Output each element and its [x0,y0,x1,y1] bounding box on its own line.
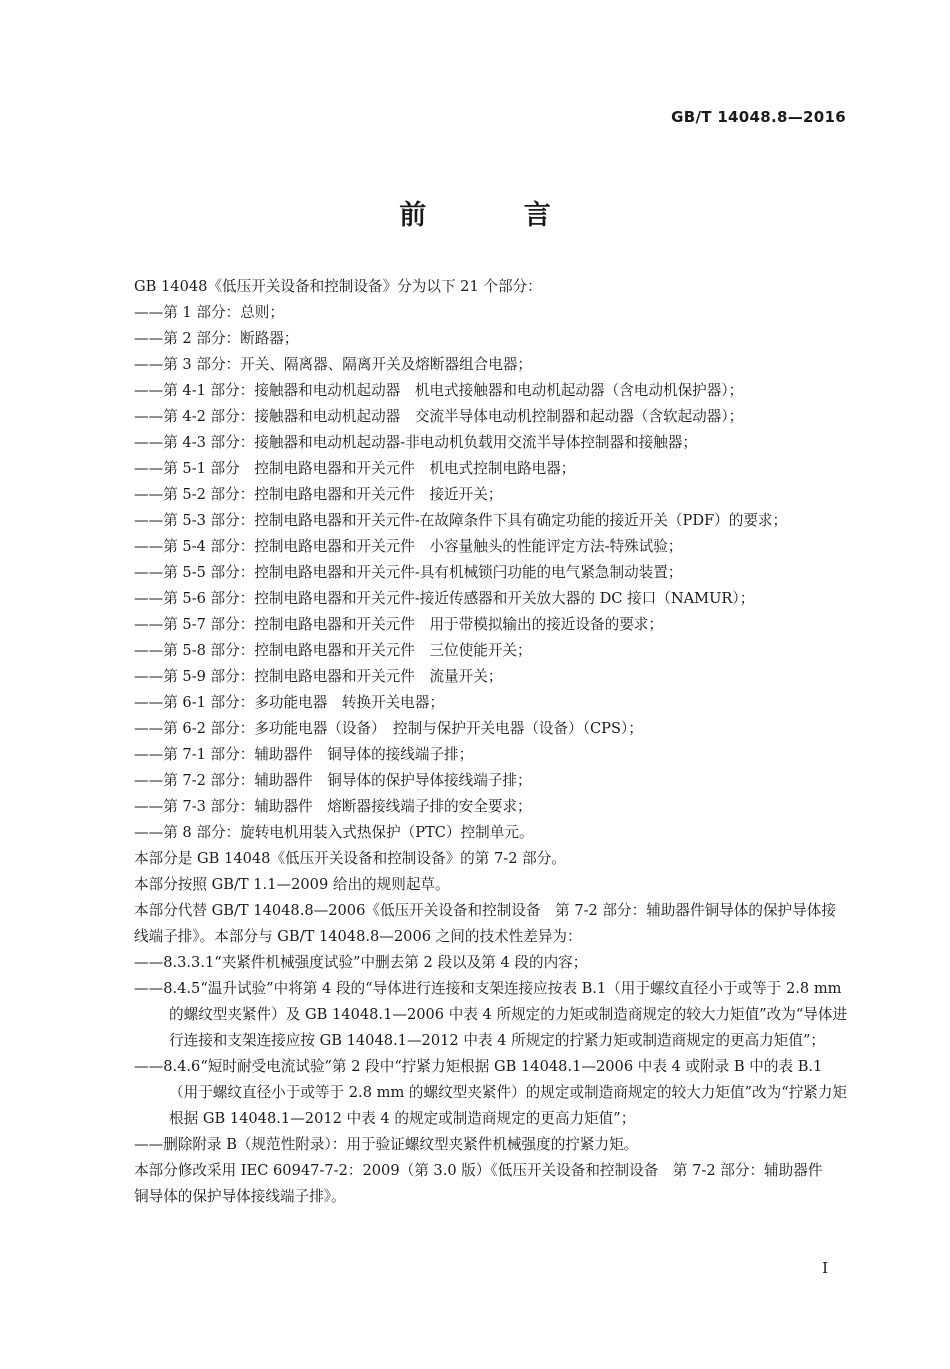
change-list-item: ——8.4.6“短时耐受电流试验”第 2 段中“拧紧力矩根据 GB 14048.1—2006 中表 4 或附录 B 中的表 B.1（用于螺纹直径小于或等于 2.8 mm 的螺纹型夹紧件）的规定或制造商规定的较大力矩值”改为“拧紧力矩根据 GB 14048.1—2012 中表 4 的规定或制造商规定的更高力矩值”； [134,1058,848,1127]
part-list-item: ——第 4-2 部分：接触器和电动机起动器 交流半导体电动机控制器和起动器（含软起动器）； [134,408,744,425]
paragraph-part: 本部分是 GB 14048《低压开关设备和控制设备》的第 7-2 部分。 [134,850,566,867]
part-list-item: ——第 5-4 部分：控制电路电器和开关元件 小容量触头的性能评定方法-特殊试验； [134,538,683,555]
page-title: 前 言 [399,200,595,231]
standard-number: GB/T 14048.8—2016 [671,108,846,126]
part-list-item: ——第 7-1 部分：辅助器件 铜导体的接线端子排； [134,746,474,763]
parts-list [134,300,850,846]
part-list-item: ——第 5-3 部分：控制电路电器和开关元件-在故障条件下具有确定功能的接近开关（PDF）的要求； [134,512,788,529]
page-number: I [822,1259,828,1277]
part-list-item: ——第 6-1 部分：多功能电器 转换开关电器； [134,694,445,711]
part-list-item: ——第 5-8 部分：控制电路电器和开关元件 三位使能开关； [134,642,532,659]
part-list-item: ——第 7-3 部分：辅助器件 熔断器接线端子排的安全要求； [134,798,532,815]
part-list-item: ——第 2 部分：断路器； [134,330,299,347]
part-list-item: ——第 5-2 部分：控制电路电器和开关元件 接近开关； [134,486,503,503]
document-body [134,274,850,1210]
change-list-item: ——删除附录 B（规范性附录）：用于验证螺纹型夹紧件机械强度的拧紧力矩。 [134,1136,639,1153]
part-list-item: ——第 6-2 部分：多功能电器（设备） 控制与保护开关电器（设备）（CPS）； [134,720,643,737]
part-list-item: ——第 4-3 部分：接触器和电动机起动器-非电动机负载用交流半导体控制器和接触器； [134,434,698,451]
change-list-item: ——8.3.3.1“夹紧件机械强度试验”中删去第 2 段以及第 4 段的内容； [134,954,588,971]
intro-paragraph: GB 14048《低压开关设备和控制设备》分为以下 21 个部分： [134,278,542,295]
part-list-item: ——第 5-5 部分：控制电路电器和开关元件-具有机械锁闩功能的电气紧急制动装置； [134,564,683,581]
part-list-item: ——第 4-1 部分：接触器和电动机起动器 机电式接触器和电动机起动器（含电动机保护器）； [134,382,744,399]
part-list-item: ——第 7-2 部分：辅助器件 铜导体的保护导体接线端子排； [134,772,532,789]
part-list-item: ——第 1 部分：总则； [134,304,284,321]
part-list-item: ——第 5-7 部分：控制电路电器和开关元件 用于带模拟输出的接近设备的要求； [134,616,663,633]
changes-list [134,950,850,1158]
paragraph-iec: 本部分修改采用 IEC 60947-7-2：2009（第 3.0 版）《低压开关设备和控制设备 第 7-2 部分：辅助器件 铜导体的保护导体接线端子排》。 [134,1162,838,1205]
paragraph-replace: 本部分代替 GB/T 14048.8—2006《低压开关设备和控制设备 第 7-2 部分：辅助器件铜导体的保护导体接线端子排》。本部分与 GB/T 14048.8—2006 之间的技术性差异为： [134,902,836,945]
part-list-item: ——第 3 部分：开关、隔离器、隔离开关及熔断器组合电器； [134,356,533,373]
part-list-item: ——第 5-9 部分：控制电路电器和开关元件 流量开关； [134,668,503,685]
paragraph-rules: 本部分按照 GB/T 1.1—2009 给出的规则起草。 [134,876,450,893]
part-list-item: ——第 5-1 部分 控制电路电器和开关元件 机电式控制电路电器； [134,460,576,477]
change-list-item: ——8.4.5“温升试验”中将第 4 段的“导体进行连接和支架连接应按表 B.1（用于螺纹直径小于或等于 2.8 mm 的螺纹型夹紧件）及 GB 14048.1—2006 中表 4 所规定的力矩或制造商规定的较大力矩值”改为“导体进行连接和支架连接应按 GB 14048.1—2012 中表 4 所规定的拧紧力矩或制造商规定的更高力矩值”； [134,980,848,1049]
part-list-item: ——第 5-6 部分：控制电路电器和开关元件-接近传感器和开关放大器的 DC 接口（NAMUR）； [134,590,755,607]
part-list-item: ——第 8 部分：旋转电机用装入式热保护（PTC）控制单元。 [134,824,534,841]
